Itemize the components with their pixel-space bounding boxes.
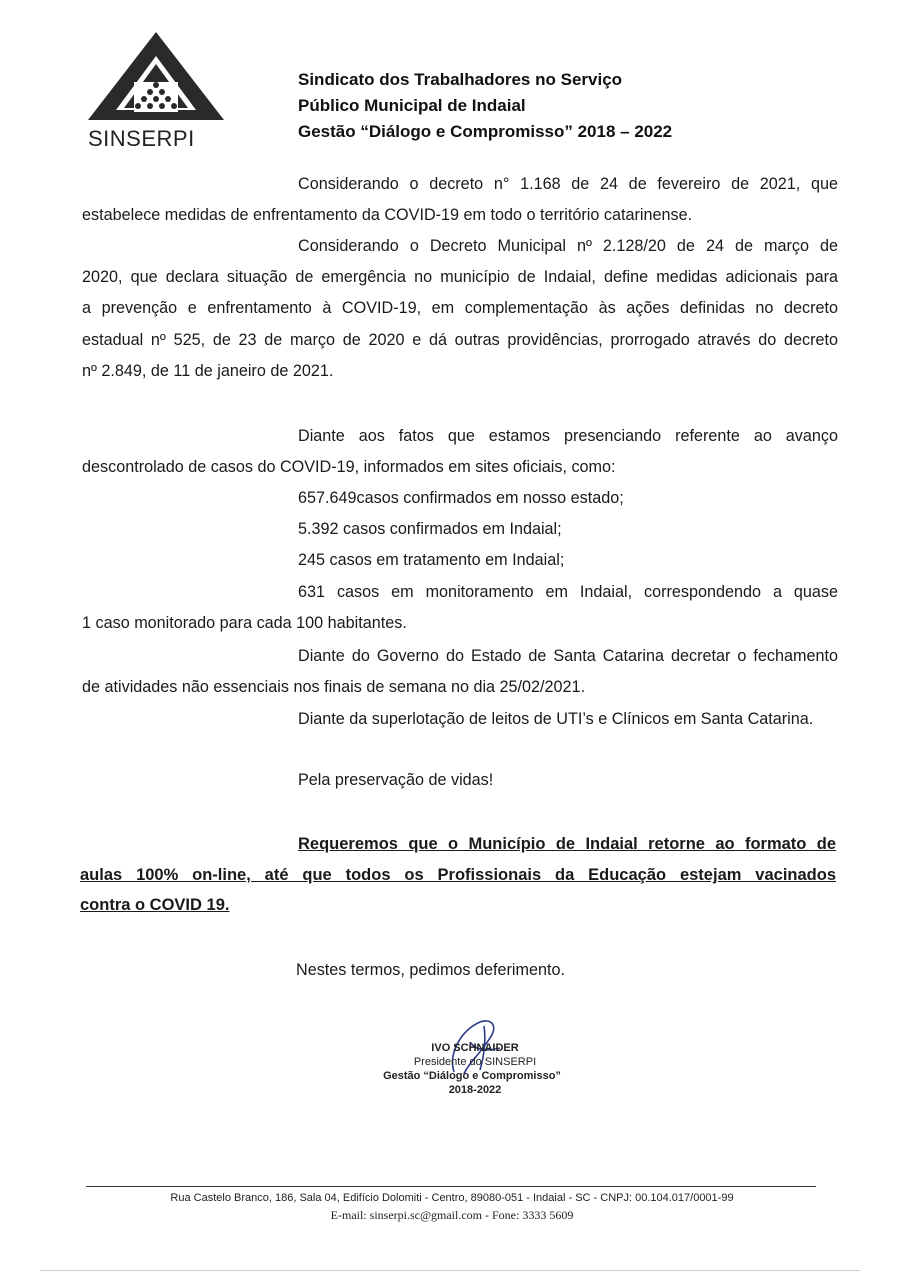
footer-divider: [86, 1186, 816, 1187]
list-item-city-cases: 5.392 casos confirmados em Indaial;: [298, 520, 562, 538]
paragraph-decree-1-line1: Considerando o decreto n° 1.168 de 24 de fevereiro de 2021, que: [298, 175, 838, 193]
paragraph-government-line2: de atividades não essenciais nos finais de semana no dia 25/02/2021.: [82, 678, 586, 696]
signature-gestao: Gestão “Diálogo e Compromisso”: [383, 1070, 561, 1082]
request-line3: contra o COVID 19.: [80, 896, 230, 914]
request-line1: Requeremos que o Município de Indaial retorne ao formato de: [298, 835, 836, 853]
list-item-state-cases: 657.649casos confirmados em nosso estado;: [298, 489, 624, 507]
header-union-city: Público Municipal de Indaial: [298, 96, 526, 115]
paragraph-decree-2-line2: 2020, que declara situação de emergência no município de Indaial, define medidas adicionais para: [82, 268, 838, 286]
paragraph-facts-line1: Diante aos fatos que estamos presenciando referente ao avanço: [298, 427, 838, 445]
header-union-name: Sindicato dos Trabalhadores no Serviço: [298, 70, 623, 89]
paragraph-decree-2-line5: nº 2.849, de 11 de janeiro de 2021.: [82, 362, 334, 380]
request-line2: aulas 100% on-line, até que todos os Profissionais da Educação estejam vacinados: [80, 866, 836, 884]
paragraph-decree-1-line2: estabelece medidas de enfrentamento da COVID-19 em todo o território catarinense.: [82, 206, 693, 224]
signature-period: 2018-2022: [448, 1084, 502, 1096]
list-item-treatment: 245 casos em tratamento em Indaial;: [298, 551, 565, 569]
paragraph-icu: Diante da superlotação de leitos de UTI’s e Clínicos em Santa Catarina.: [298, 710, 814, 728]
footer-address: Rua Castelo Branco, 186, Sala 04, Edifício Dolomiti - Centro, 89080-051 - Indaial - SC - CNPJ: 00.104.017/0001-99: [170, 1192, 734, 1204]
signature-role: Presidente do SINSERPI: [413, 1056, 537, 1068]
list-item-monitoring-line1: 631 casos em monitoramento em Indaial, correspondendo a quase: [298, 583, 838, 601]
logo-wordmark: SINSERPI: [88, 126, 195, 151]
list-item-monitoring-line2: 1 caso monitorado para cada 100 habitantes.: [82, 614, 407, 632]
paragraph-government-line1: Diante do Governo do Estado de Santa Catarina decretar o fechamento: [298, 647, 838, 665]
signature-name: IVO SCHNAIDER: [431, 1042, 519, 1054]
page-bottom-edge: [40, 1270, 860, 1271]
paragraph-facts-line2: descontrolado de casos do COVID-19, informados em sites oficiais, como:: [82, 458, 616, 476]
footer-contact: E-mail: sinserpi.sc@gmail.com - Fone: 3333 5609: [330, 1208, 574, 1222]
paragraph-decree-2-line3: a prevenção e enfrentamento à COVID-19, em complementação às ações definidas no decreto: [82, 299, 838, 317]
header-gestao: Gestão “Diálogo e Compromisso” 2018 – 2022: [298, 122, 673, 141]
paragraph-lives: Pela preservação de vidas!: [298, 771, 494, 789]
closing-line: Nestes termos, pedimos deferimento.: [296, 961, 566, 979]
paragraph-decree-2-line4: estadual nº 525, de 23 de março de 2020 e dá outras providências, prorrogado através do decreto: [82, 331, 838, 349]
paragraph-decree-2-line1: Considerando o Decreto Municipal nº 2.128/20 de 24 de março de: [298, 237, 838, 255]
